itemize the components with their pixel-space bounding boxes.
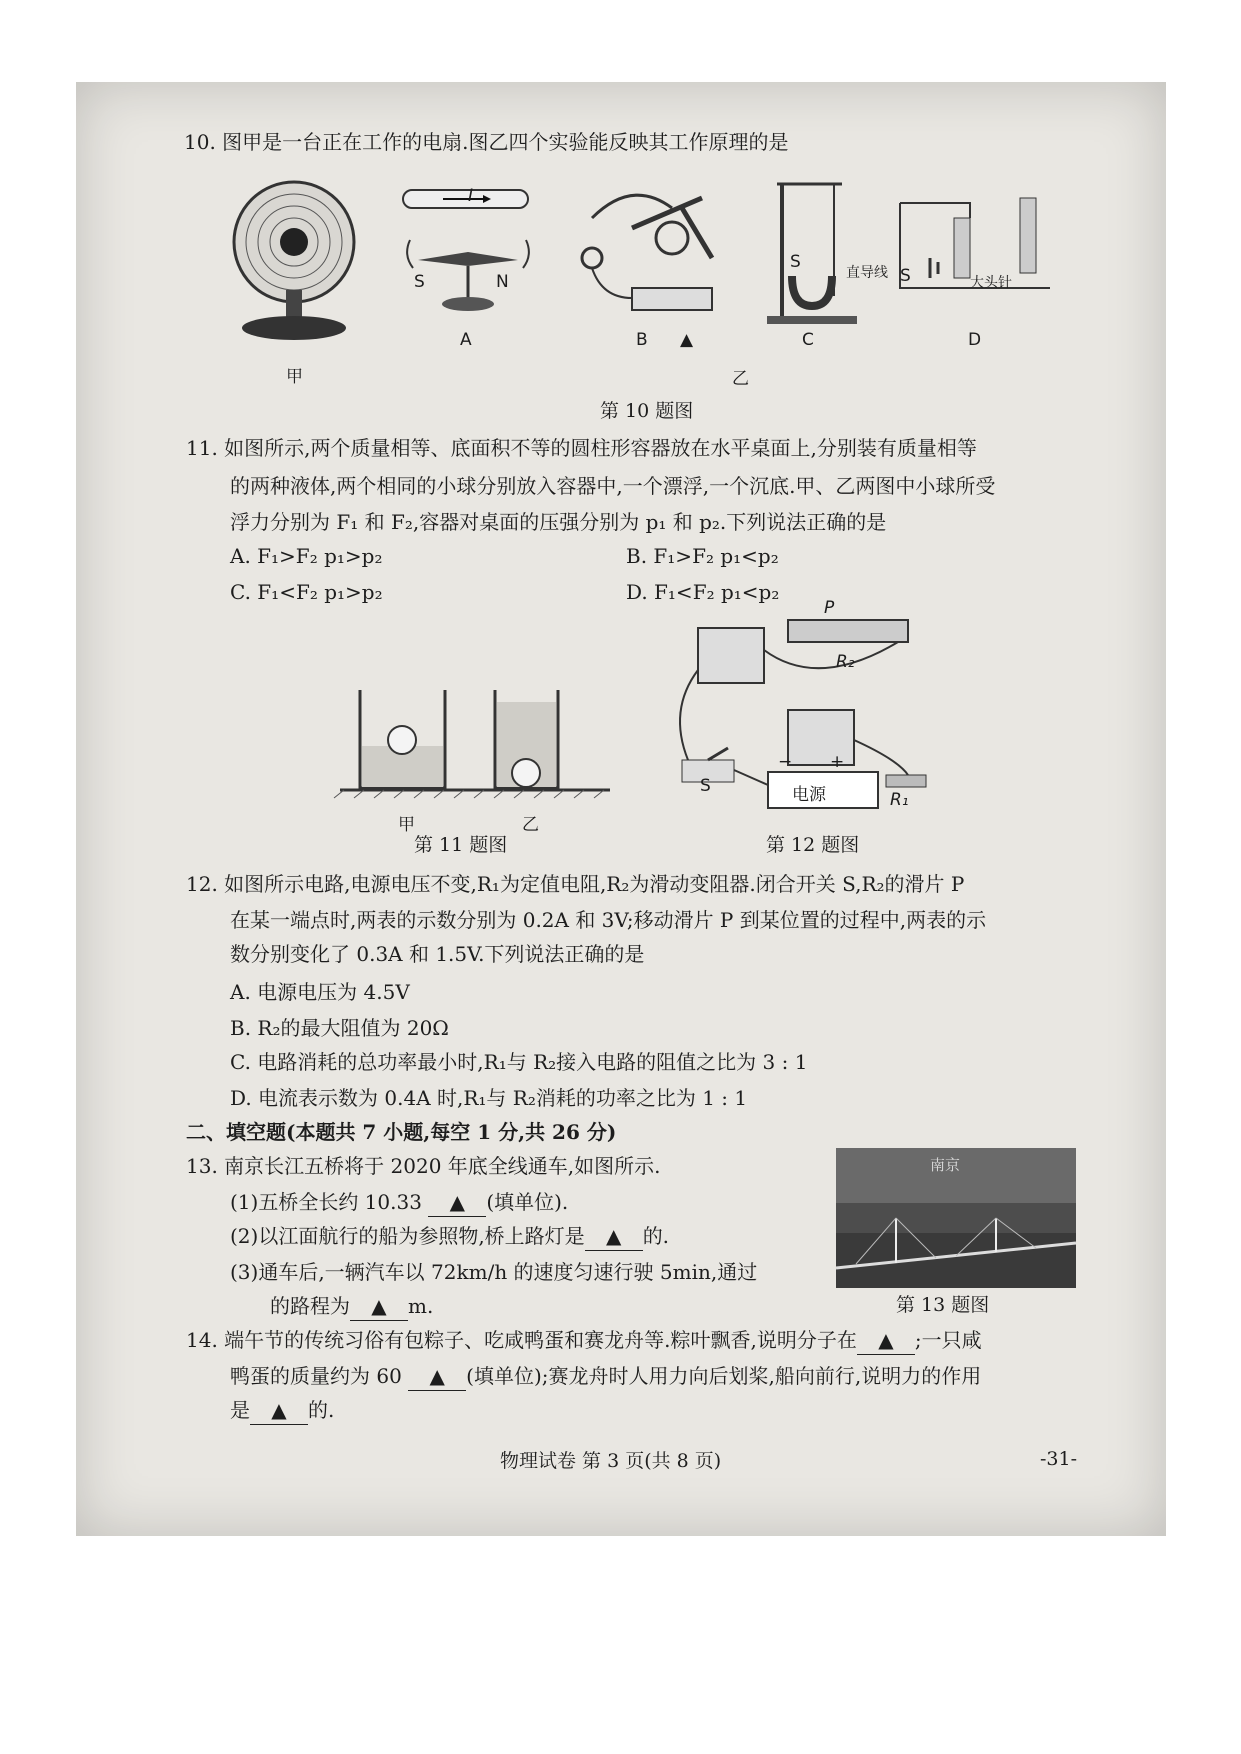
q13-part-3-line2 xyxy=(270,1292,433,1321)
q14-line-2 xyxy=(230,1362,981,1391)
q14-line-3 xyxy=(230,1396,334,1425)
q14-line-1 xyxy=(186,1326,982,1355)
pins-label: 大头针 xyxy=(970,275,1012,291)
fig-label-b: B xyxy=(636,330,648,350)
fan-figure xyxy=(222,180,372,350)
q14-l3-before: 是 xyxy=(230,1398,250,1422)
power-source-label: 电源 xyxy=(792,785,826,805)
q12-stem-3: 数分别变化了 0.3A 和 1.5V.下列说法正确的是 xyxy=(230,942,645,966)
q11-stem-3: 浮力分别为 F₁ 和 F₂,容器对桌面的压强分别为 p₁ 和 p₂.下列说法正确的是 xyxy=(230,510,887,534)
q11-containers-figure xyxy=(340,690,620,800)
q14-blank-2[interactable]: ▲ xyxy=(408,1362,466,1391)
q13-blank-1[interactable]: ▲ xyxy=(428,1188,486,1217)
q12-option-c: C. 电路消耗的总功率最小时,R₁与 R₂接入电路的阻值之比为 3 : 1 xyxy=(230,1050,808,1074)
q13-part-3-line1: (3)通车后,一辆汽车以 72km/h 的速度匀速行驶 5min,通过 xyxy=(230,1260,758,1284)
slider-p-label: P xyxy=(824,598,835,618)
q13-part-2 xyxy=(230,1222,669,1251)
q11-option-c: C. F₁<F₂ p₁>p₂ xyxy=(230,580,383,604)
q12-caption: 第 12 题图 xyxy=(766,834,860,856)
q13-p2-before: (2)以江面航行的船为参照物,桥上路灯是 xyxy=(230,1224,585,1248)
q10-stem: 10. 图甲是一台正在工作的电扇.图乙四个实验能反映其工作原理的是 xyxy=(184,130,789,154)
d-switch-label: S xyxy=(900,266,911,286)
q12-stem-2: 在某一端点时,两表的示数分别为 0.2A 和 3V;移动滑片 P 到某位置的过程中,两表的示 xyxy=(230,908,987,932)
page-footer-title: 物理试卷 第 3 页(共 8 页) xyxy=(500,1450,722,1472)
fig-label-c: C xyxy=(802,330,814,350)
q14-l1-before: 14. 端午节的传统习俗有包粽子、吃咸鸭蛋和赛龙舟等.粽叶飘香,说明分子在 xyxy=(186,1328,857,1352)
q11-stem-2: 的两种液体,两个相同的小球分别放入容器中,一个漂浮,一个沉底.甲、乙两图中小球所受 xyxy=(230,474,996,498)
q14-l2-before: 鸭蛋的质量约为 60 xyxy=(230,1364,409,1388)
current-label: I xyxy=(468,186,474,206)
q14-blank-3[interactable]: ▲ xyxy=(250,1396,308,1425)
pole-s-label: S xyxy=(414,272,425,292)
q10-fig-blank: ▲ xyxy=(680,330,694,350)
q13-part-1 xyxy=(230,1188,568,1217)
q11-stem-1: 11. 如图所示,两个质量相等、底面积不等的圆柱形容器放在水平桌面上,分别装有质量相等 xyxy=(186,436,977,460)
c-pole-s-label: S xyxy=(790,252,801,272)
r2-label: R₂ xyxy=(836,652,855,672)
figure-c-wire xyxy=(752,176,862,326)
pole-n-label: N xyxy=(496,272,509,292)
minus-label: − xyxy=(778,752,793,772)
fig-label-d: D xyxy=(968,330,982,350)
q13-blank-3[interactable]: ▲ xyxy=(350,1292,408,1321)
q14-l1-after: ;一只咸 xyxy=(914,1328,982,1352)
q11-fig-jia: 甲 xyxy=(398,815,415,835)
q11-option-b: B. F₁>F₂ p₁<p₂ xyxy=(626,544,779,568)
q13-stem: 13. 南京长江五桥将于 2020 年底全线通车,如图所示. xyxy=(186,1154,661,1178)
q11-caption: 第 11 题图 xyxy=(414,834,508,856)
q13-caption: 第 13 题图 xyxy=(896,1294,990,1316)
q13-p1-after: (填单位). xyxy=(486,1190,569,1214)
q12-option-b: B. R₂的最大阻值为 20Ω xyxy=(230,1016,449,1040)
q13-p1-before: (1)五桥全长约 10.33 xyxy=(230,1190,429,1214)
r1-label: R₁ xyxy=(890,790,909,810)
switch-s-label: S xyxy=(700,776,711,796)
page-number: -31- xyxy=(1040,1448,1078,1470)
fig-label-yi: 乙 xyxy=(732,369,749,389)
q13-blank-2[interactable]: ▲ xyxy=(585,1222,643,1251)
q10-caption: 第 10 题图 xyxy=(600,400,694,422)
q13-p3-before: 的路程为 xyxy=(270,1294,350,1318)
q14-blank-1[interactable]: ▲ xyxy=(857,1326,915,1355)
photo-text: 南京 xyxy=(930,1156,961,1174)
q14-l3-after: 的. xyxy=(308,1398,335,1422)
section-2-heading: 二、填空题(本题共 7 小题,每空 1 分,共 26 分) xyxy=(186,1120,617,1144)
q13-p3-after: m. xyxy=(408,1294,434,1318)
fig-label-a: A xyxy=(460,330,472,350)
q12-option-d: D. 电流表示数为 0.4A 时,R₁与 R₂消耗的功率之比为 1 : 1 xyxy=(230,1086,748,1110)
q13-p2-after: 的. xyxy=(642,1224,670,1248)
fig-label-jia: 甲 xyxy=(286,367,303,387)
straight-wire-label: 直导线 xyxy=(846,265,888,281)
q12-option-a: A. 电源电压为 4.5V xyxy=(230,980,410,1004)
figure-b-generator xyxy=(572,178,732,328)
q11-option-d: D. F₁<F₂ p₁<p₂ xyxy=(626,580,780,604)
q11-option-a: A. F₁>F₂ p₁>p₂ xyxy=(230,544,383,568)
q11-fig-yi: 乙 xyxy=(522,815,539,835)
plus-label: + xyxy=(830,752,845,772)
q14-l2-after: (填单位);赛龙舟时人用力向后划桨,船向前行,说明力的作用 xyxy=(466,1364,982,1388)
q12-stem-1: 12. 如图所示电路,电源电压不变,R₁为定值电阻,R₂为滑动变阻器.闭合开关 S,R₂的滑片 P xyxy=(186,872,965,896)
